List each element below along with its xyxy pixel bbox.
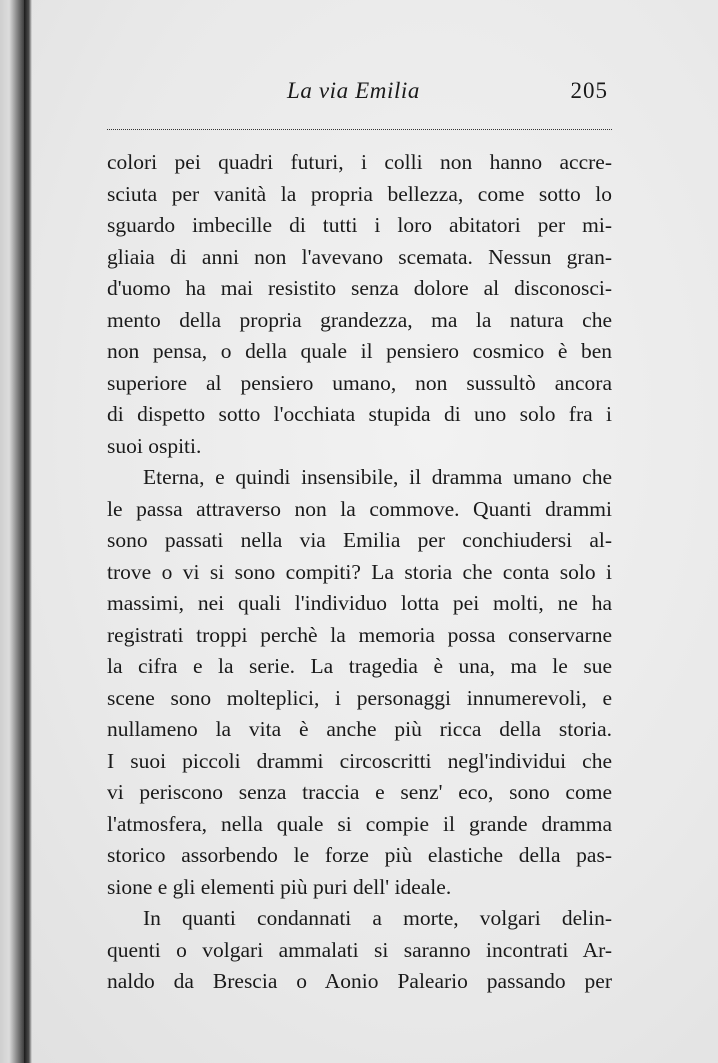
page-binding-shadow [0, 0, 26, 1063]
text-line: naldo da Brescia o Aonio Paleario passando per [107, 969, 612, 993]
text-line: quenti o volgari ammalati si saranno incontrati Ar- [107, 937, 612, 962]
text-line: I suoi piccoli drammi circoscritti negl'individui che [107, 748, 612, 773]
page-number: 205 [570, 78, 608, 103]
text-line: mento della propria grandezza, ma la natura che [107, 307, 612, 332]
text-line: sono passati nella via Emilia per conchiudersi al- [107, 528, 612, 552]
text-line: non pensa, o della quale il pensiero cosmico è ben [107, 339, 612, 363]
text-line: superiore al pensiero umano, non sussultò ancora [107, 370, 612, 395]
text-line: d'uomo ha mai resistito senza dolore al disconosci- [107, 276, 612, 300]
page-gutter-edge [24, 0, 32, 1063]
text-line: massimi, nei quali l'individuo lotta pei molti, ne ha [107, 591, 612, 615]
page-header [107, 74, 612, 114]
text-line: Eterna, e quindi insensibile, il dramma umano che [143, 465, 612, 489]
text-line: nullameno la vita è anche più ricca della storia. [107, 717, 612, 741]
text-line: sione e gli elementi più puri dell' ideale. [107, 874, 452, 899]
paragraph-2 [107, 462, 612, 903]
text-line: di dispetto sotto l'occhiata stupida di uno solo fra i [107, 402, 612, 426]
text-line: In quanti condannati a morte, volgari delin- [143, 906, 612, 930]
text-line: suoi ospiti. [107, 433, 202, 458]
text-line: trove o vi si sono compiti? La storia che conta solo i [107, 559, 612, 584]
text-line: sciuta per vanità la propria bellezza, come sotto lo [107, 181, 612, 206]
text-line: storico assorbendo le forze più elastiche della pas- [107, 843, 612, 867]
paragraph-3 [107, 903, 612, 998]
text-line: l'atmosfera, nella quale si compie il grande dramma [107, 811, 612, 836]
paragraph-1 [107, 147, 612, 462]
text-line: le passa attraverso non la commove. Quanti drammi [107, 496, 612, 521]
text-line: vi periscono senza traccia e senz' eco, sono come [107, 780, 612, 804]
text-line: sguardo imbecille di tutti i loro abitatori per mi- [107, 213, 612, 237]
body-text [107, 147, 612, 998]
text-line: gliaia di anni non l'avevano scemata. Nessun gran- [107, 244, 612, 269]
text-line: colori pei quadri futuri, i colli non hanno accre- [107, 150, 612, 174]
text-line: scene sono molteplici, i personaggi innumerevoli, e [107, 685, 612, 710]
text-line: registrati troppi perchè la memoria possa conservarne [107, 622, 612, 647]
running-title: La via Emilia [287, 78, 421, 103]
header-rule [107, 129, 612, 130]
text-line: la cifra e la serie. La tragedia è una, ma le sue [107, 654, 612, 678]
